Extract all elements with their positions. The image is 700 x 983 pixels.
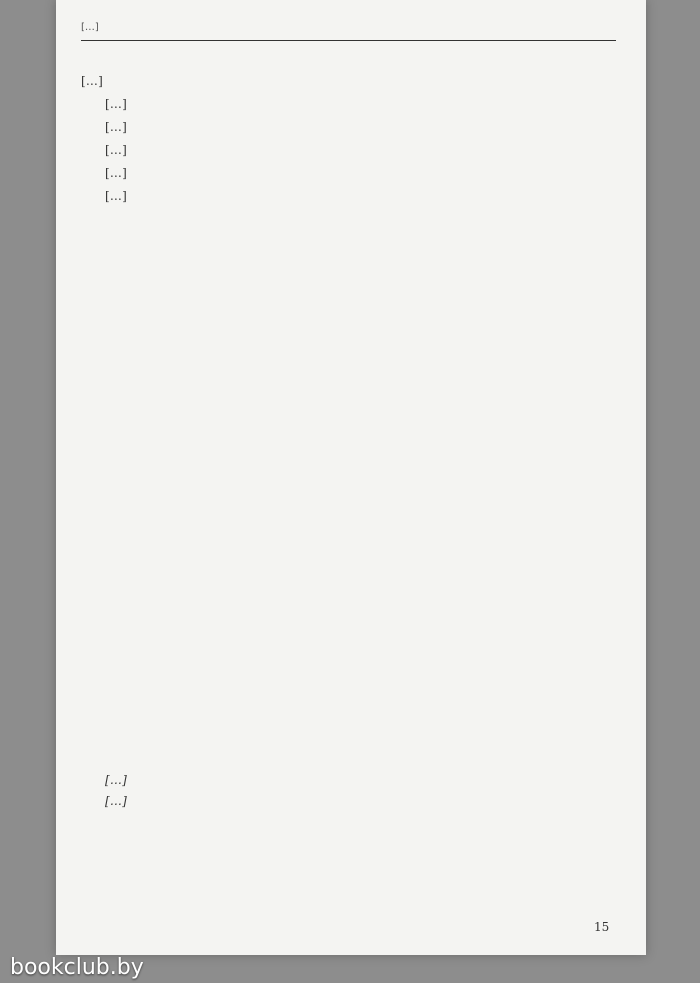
italic-quote-block: [81, 772, 616, 814]
page-number: 15: [594, 920, 610, 934]
paragraph: […]: [105, 189, 127, 203]
paragraph: […]: [105, 166, 127, 180]
book-page: [56, 0, 646, 955]
paragraph: […]: [105, 120, 127, 134]
italic-paragraph: […]: [105, 794, 127, 808]
site-watermark: bookclub.by: [10, 955, 144, 980]
paragraph: […]: [105, 97, 127, 111]
main-text: [81, 73, 616, 211]
header-divider: [81, 40, 616, 41]
italic-paragraph: […]: [105, 773, 127, 787]
paragraph: […]: [81, 74, 103, 88]
running-header: […]: [81, 22, 99, 33]
paragraph: […]: [105, 143, 127, 157]
